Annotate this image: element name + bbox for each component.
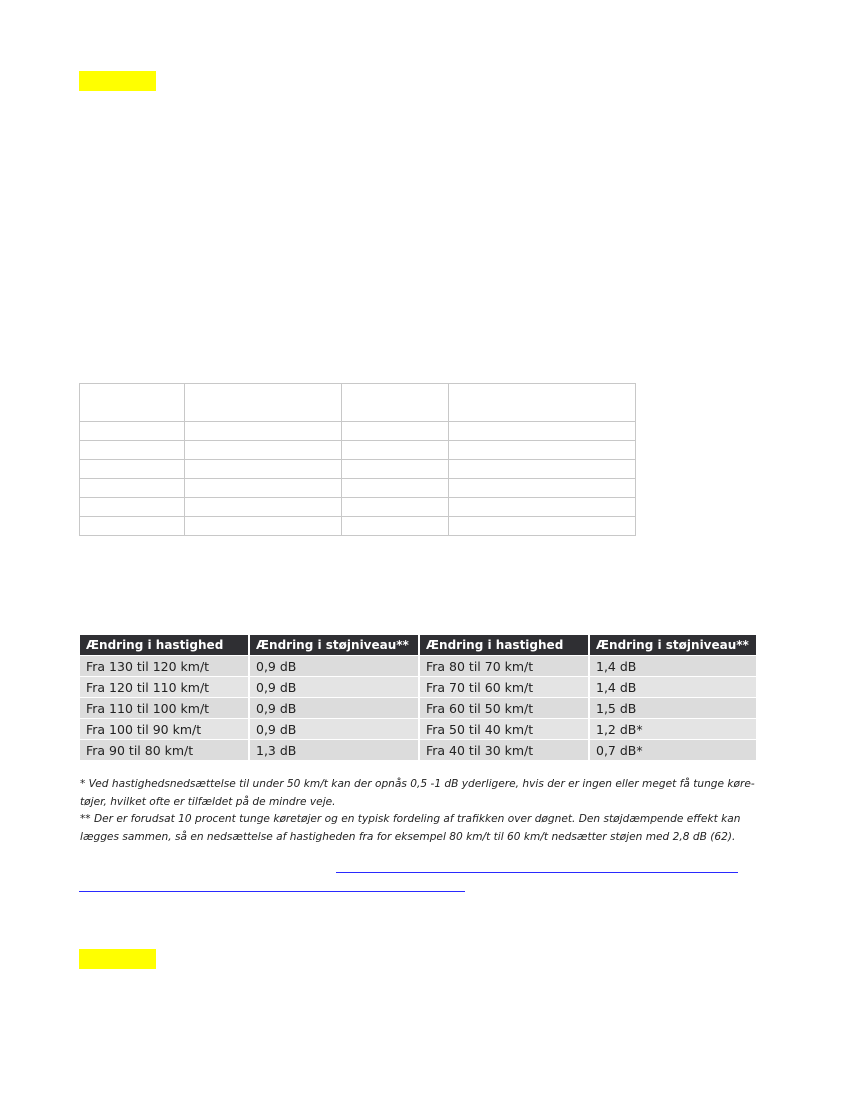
table-cell — [185, 441, 342, 460]
table-cell — [185, 460, 342, 479]
table-cell: Fra 80 til 70 km/t — [419, 656, 589, 677]
table-cell — [80, 441, 185, 460]
table-cell: 0,9 dB — [249, 698, 419, 719]
table-cell — [449, 422, 636, 441]
header-speed-change-2: Ændring i hastighed — [419, 635, 589, 656]
table-row — [80, 384, 636, 422]
empty-grid-table — [79, 383, 636, 536]
table-cell — [342, 441, 449, 460]
highlight-block-bottom — [79, 949, 156, 969]
table-row — [80, 498, 636, 517]
table-cell: 1,5 dB — [589, 698, 756, 719]
header-noise-change: Ændring i støjniveau** — [249, 635, 419, 656]
table-cell: Fra 110 til 100 km/t — [80, 698, 249, 719]
table-row — [80, 740, 756, 761]
footnote-2: ** Der er forudsat 10 procent tunge køretøjer og en typisk fordeling af trafikken over døgnet. Den støjdæmpende effekt kan lægges sammen, så en nedsættelse af hastigheden fra for eksempel 80 km/t til 60 km/t nedsætter støjen med 2,8 dB (62). — [80, 813, 741, 843]
table-cell — [342, 479, 449, 498]
table-cell — [342, 517, 449, 536]
table-cell: 0,9 dB — [249, 677, 419, 698]
table-cell: Fra 70 til 60 km/t — [419, 677, 589, 698]
table-cell — [185, 517, 342, 536]
table-cell: 0,9 dB — [249, 719, 419, 740]
highlight-block-top — [79, 71, 156, 91]
table-row — [80, 441, 636, 460]
table-cell: 1,2 dB* — [589, 719, 756, 740]
table-cell — [185, 498, 342, 517]
table-header-row — [80, 635, 756, 656]
table-cell: 1,4 dB — [589, 677, 756, 698]
table-cell — [185, 422, 342, 441]
table-footnotes — [80, 776, 760, 846]
table-cell: 1,3 dB — [249, 740, 419, 761]
table-cell — [80, 460, 185, 479]
table-cell — [80, 422, 185, 441]
table-cell: Fra 120 til 110 km/t — [80, 677, 249, 698]
table-cell: Fra 50 til 40 km/t — [419, 719, 589, 740]
table-row — [80, 479, 636, 498]
table-cell — [80, 498, 185, 517]
table-cell — [342, 384, 449, 422]
table-row — [80, 698, 756, 719]
table-cell: 1,4 dB — [589, 656, 756, 677]
table-row — [80, 656, 756, 677]
table-row — [80, 422, 636, 441]
table-cell — [185, 479, 342, 498]
table-cell — [80, 517, 185, 536]
table-cell — [342, 422, 449, 441]
table-row — [80, 460, 636, 479]
table-row — [80, 517, 636, 536]
table-cell — [449, 460, 636, 479]
table-cell — [185, 384, 342, 422]
header-speed-change: Ændring i hastighed — [80, 635, 249, 656]
table-cell: Fra 90 til 80 km/t — [80, 740, 249, 761]
table-cell — [449, 517, 636, 536]
table-cell — [449, 498, 636, 517]
table-cell — [449, 479, 636, 498]
hyperlink-underline-1[interactable] — [336, 872, 738, 873]
table-cell — [342, 498, 449, 517]
speed-noise-table — [80, 635, 756, 760]
table-cell: Fra 100 til 90 km/t — [80, 719, 249, 740]
header-noise-change-2: Ændring i støjniveau** — [589, 635, 756, 656]
table-cell — [80, 384, 185, 422]
table-cell — [449, 441, 636, 460]
table-row — [80, 677, 756, 698]
table-row — [80, 719, 756, 740]
table-cell: Fra 60 til 50 km/t — [419, 698, 589, 719]
table-cell — [342, 460, 449, 479]
table-cell: Fra 130 til 120 km/t — [80, 656, 249, 677]
footnote-1: * Ved hastighedsnedsættelse til under 50 km/t kan der opnås 0,5 -1 dB yderligere, hvis der er ingen eller meget få tunge køre-tøjer, hvilket ofte er tilfældet på de mindre veje. — [80, 778, 755, 808]
hyperlink-underline-2[interactable] — [79, 891, 465, 892]
table-cell — [80, 479, 185, 498]
table-cell — [449, 384, 636, 422]
table-cell: Fra 40 til 30 km/t — [419, 740, 589, 761]
table-cell: 0,7 dB* — [589, 740, 756, 761]
table-cell: 0,9 dB — [249, 656, 419, 677]
